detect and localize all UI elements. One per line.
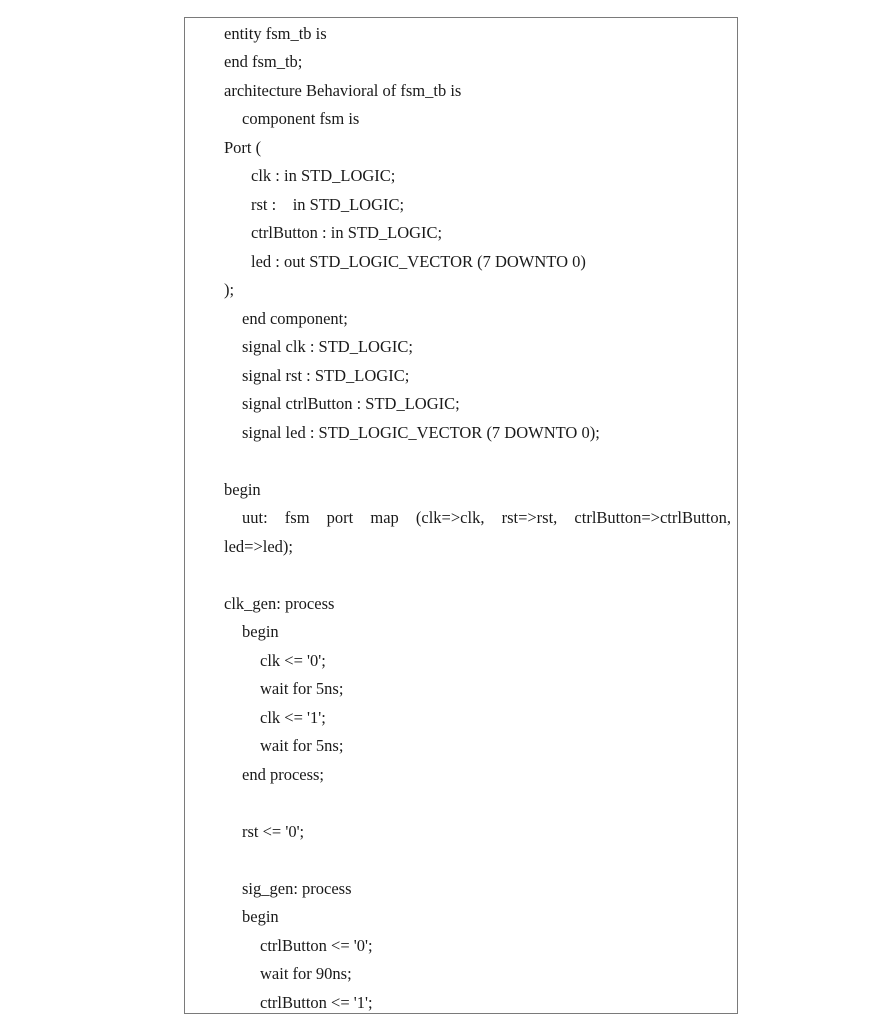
- code-line: uut: fsm port map (clk=>clk, rst=>rst, ctrlButton=>ctrlButton,: [242, 508, 731, 527]
- code-line: begin: [242, 907, 279, 926]
- code-line: led=>led);: [224, 537, 294, 556]
- code-line: wait for 5ns;: [260, 736, 344, 755]
- code-line: ctrlButton <= '1';: [260, 993, 373, 1012]
- code-line: end component;: [242, 309, 348, 328]
- code-line: Port (: [224, 138, 262, 157]
- code-line: led : out STD_LOGIC_VECTOR (7 DOWNTO 0): [251, 252, 586, 271]
- code-line: begin: [242, 622, 279, 641]
- code-line: end fsm_tb;: [224, 52, 303, 71]
- code-line: architecture Behavioral of fsm_tb is: [224, 81, 462, 100]
- code-line: ctrlButton <= '0';: [260, 936, 373, 955]
- code-line: signal clk : STD_LOGIC;: [242, 337, 413, 356]
- code-line: rst : in STD_LOGIC;: [251, 195, 405, 214]
- code-line: clk : in STD_LOGIC;: [251, 166, 396, 185]
- code-line: wait for 90ns;: [260, 964, 352, 983]
- code-line: );: [224, 280, 235, 299]
- code-line: ctrlButton : in STD_LOGIC;: [251, 223, 443, 242]
- code-line: signal rst : STD_LOGIC;: [242, 366, 410, 385]
- code-line: entity fsm_tb is: [224, 24, 327, 43]
- code-listing-box: [184, 17, 738, 1014]
- code-line: signal led : STD_LOGIC_VECTOR (7 DOWNTO 0);: [242, 423, 600, 442]
- code-line: component fsm is: [242, 109, 360, 128]
- code-line: signal ctrlButton : STD_LOGIC;: [242, 394, 460, 413]
- code-line: clk_gen: process: [224, 594, 335, 613]
- code-line: end process;: [242, 765, 325, 784]
- code-line: begin: [224, 480, 261, 499]
- code-line: wait for 5ns;: [260, 679, 344, 698]
- code-line: rst <= '0';: [242, 822, 305, 841]
- code-line: sig_gen: process: [242, 879, 352, 898]
- code-line: clk <= '0';: [260, 651, 326, 670]
- code-line: clk <= '1';: [260, 708, 326, 727]
